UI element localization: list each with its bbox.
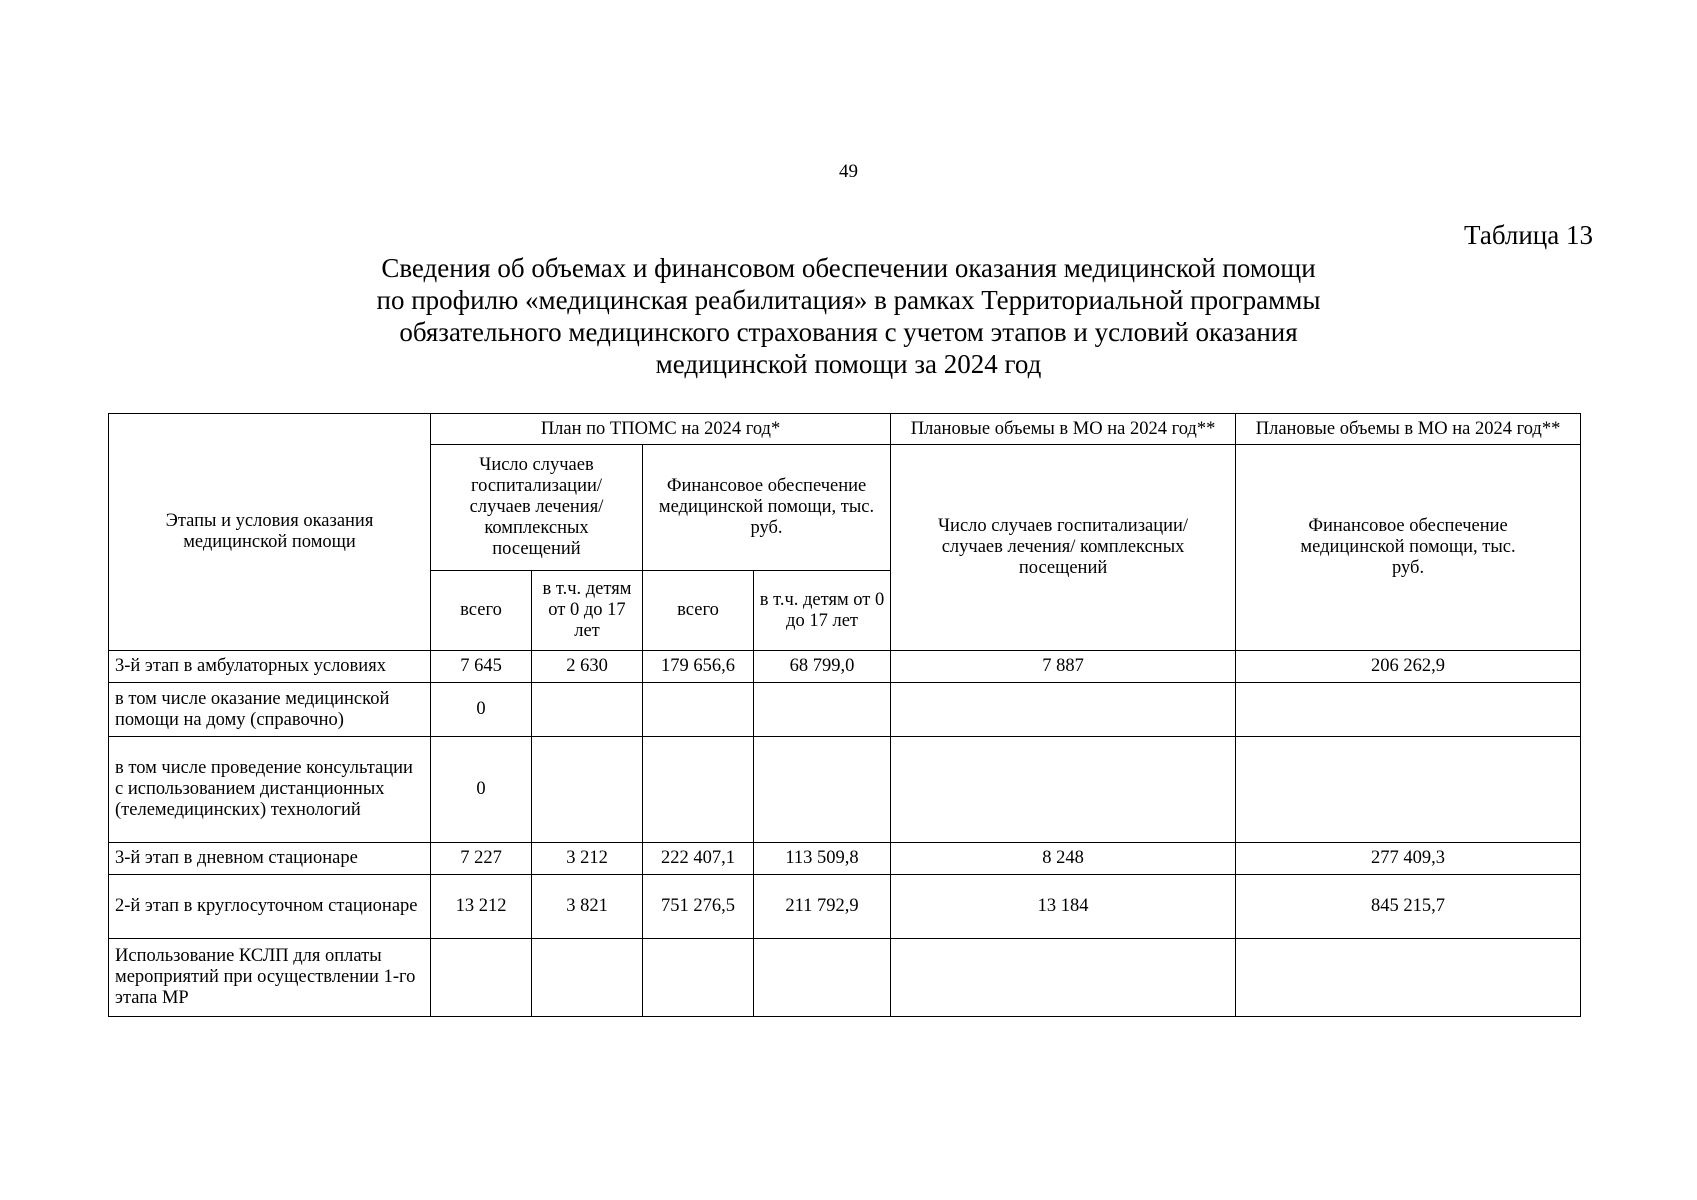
cell-finance-total: [643, 683, 754, 737]
table-row: [109, 737, 1581, 843]
row-label: в том числе проведение консультации с использованием дистанционных (телемедицинских) технологий: [109, 737, 431, 843]
cell-mo-finance: 277 409,3: [1236, 843, 1581, 875]
cell-finance-children: 113 509,8: [754, 843, 891, 875]
cell-mo-cases: 7 887: [891, 651, 1236, 683]
header-planned-mo-volumes: Плановые объемы в МО на 2024 год**: [891, 414, 1236, 445]
title-line: Сведения об объемах и финансовом обеспечении оказания медицинской помощи: [381, 253, 1316, 283]
cell-cases-children: 3 212: [532, 843, 643, 875]
cell-mo-finance: 206 262,9: [1236, 651, 1581, 683]
table-row: [109, 875, 1581, 939]
row-label: 2-й этап в круглосуточном стационаре: [109, 875, 431, 939]
header-finance-total: всего: [643, 571, 754, 651]
row-label: 3-й этап в дневном стационаре: [109, 843, 431, 875]
header-row-top: [109, 414, 1581, 445]
cell-finance-children: [754, 737, 891, 843]
header-planned-mo-finance: Плановые объемы в МО на 2024 год**: [1236, 414, 1581, 445]
cell-finance-total: 751 276,5: [643, 875, 754, 939]
cell-finance-total: [643, 939, 754, 1017]
title-line: обязательного медицинского страхования с учетом этапов и условий оказания: [399, 317, 1298, 347]
cell-finance-children: 211 792,9: [754, 875, 891, 939]
row-label: Использование КСЛП для оплаты мероприятий при осуществлении 1-го этапа МР: [109, 939, 431, 1017]
header-finance-children: в т.ч. детям от 0 до 17 лет: [754, 571, 891, 651]
header-stage-conditions: Этапы и условия оказания медицинской помощи: [109, 414, 431, 651]
header-cases-total: всего: [431, 571, 532, 651]
table-row: [109, 683, 1581, 737]
cell-mo-cases: [891, 737, 1236, 843]
cell-mo-cases: [891, 683, 1236, 737]
cell-finance-children: [754, 683, 891, 737]
row-label: 3-й этап в амбулаторных условиях: [109, 651, 431, 683]
cell-cases-children: 3 821: [532, 875, 643, 939]
cell-cases-total: 0: [431, 737, 532, 843]
cell-cases-children: 2 630: [532, 651, 643, 683]
header-plan-tpoms: План по ТПОМС на 2024 год*: [431, 414, 891, 445]
header-cases-children: в т.ч. детям от 0 до 17 лет: [532, 571, 643, 651]
table-row: [109, 843, 1581, 875]
cell-cases-children: [532, 939, 643, 1017]
cell-cases-total: 7 227: [431, 843, 532, 875]
cell-mo-cases: [891, 939, 1236, 1017]
page-number: 49: [839, 161, 858, 182]
table-row: [109, 939, 1581, 1017]
header-mo-cases: Число случаев госпитализации/ случаев лечения/ комплексных посещений: [891, 445, 1236, 651]
cell-mo-finance: 845 215,7: [1236, 875, 1581, 939]
header-mo-finance: Финансовое обеспечение медицинской помощи, тыс. руб.: [1236, 445, 1581, 651]
title-line: по профилю «медицинская реабилитация» в рамках Территориальной программы: [376, 285, 1321, 315]
cell-finance-total: 222 407,1: [643, 843, 754, 875]
row-label: в том числе оказание медицинской помощи на дому (справочно): [109, 683, 431, 737]
document-title: [300, 252, 1397, 380]
table-row: [109, 651, 1581, 683]
header-finance-group: Финансовое обеспечение медицинской помощи, тыс. руб.: [643, 445, 891, 571]
cell-mo-cases: 13 184: [891, 875, 1236, 939]
cell-mo-cases: 8 248: [891, 843, 1236, 875]
cell-finance-children: 68 799,0: [754, 651, 891, 683]
cell-finance-total: [643, 737, 754, 843]
cell-cases-total: [431, 939, 532, 1017]
table-label: Таблица 13: [1464, 220, 1593, 250]
cell-cases-total: 7 645: [431, 651, 532, 683]
cell-mo-finance: [1236, 939, 1581, 1017]
header-cases-group: Число случаев госпитализации/ случаев лечения/ комплексных посещений: [431, 445, 643, 571]
cell-mo-finance: [1236, 683, 1581, 737]
cell-cases-children: [532, 683, 643, 737]
medical-rehabilitation-table: [108, 413, 1581, 1017]
cell-cases-children: [532, 737, 643, 843]
cell-finance-children: [754, 939, 891, 1017]
cell-cases-total: 13 212: [431, 875, 532, 939]
cell-finance-total: 179 656,6: [643, 651, 754, 683]
title-line: медицинской помощи за 2024 год: [655, 349, 1042, 379]
cell-mo-finance: [1236, 737, 1581, 843]
cell-cases-total: 0: [431, 683, 532, 737]
